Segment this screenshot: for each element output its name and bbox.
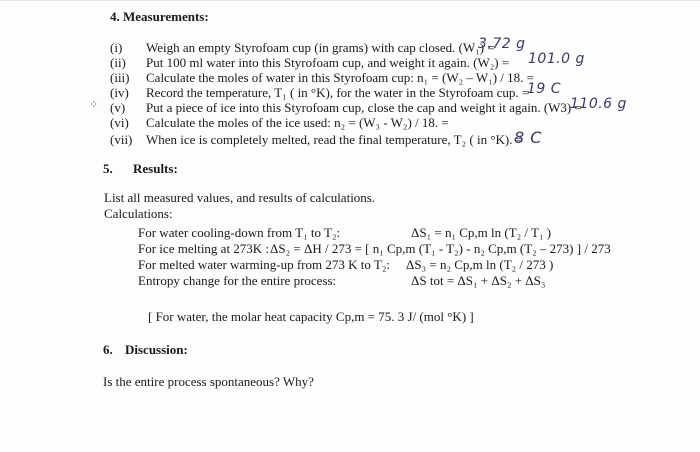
handwritten-answer: 110.6 g (570, 96, 627, 112)
section-number: 6. (103, 342, 113, 357)
results-intro: List all measured values, and results of calculations. (104, 190, 376, 205)
handwritten-answer: 3.72 g (478, 36, 526, 52)
calc-label: For water cooling-down from T₁ to T₂: (138, 225, 341, 240)
margin-mark: ⁘ (89, 98, 99, 111)
step-i (110, 40, 495, 55)
calc-label: For ice melting at 273K : (138, 241, 270, 256)
step-number: (vii) (110, 132, 133, 147)
step-vi (110, 115, 449, 130)
step-number: (v) (110, 100, 126, 115)
step-text: Put a piece of ice into this Styrofoam cup, close the cap and weight it again. (W3) = (146, 100, 582, 115)
step-text: Weigh an empty Styrofoam cup (in grams) with cap closed. (W₁) = (146, 40, 495, 55)
step-text: Calculate the moles of the ice used: n₂ = (W₃ - W₂) / 18. = (146, 115, 449, 130)
step-ii (110, 55, 509, 70)
step-text: Calculate the moles of water in this Styrofoam cup: n₁ = (W₂ – W₁) / 18. = (146, 70, 534, 85)
step-number: (i) (110, 40, 123, 55)
section-heading-results (103, 161, 178, 176)
section-heading-discussion (103, 342, 188, 357)
step-text: Record the temperature, T₁ ( in °K), for the water in the Styrofoam cup. = (146, 85, 530, 100)
calc-label: For melted water warming-up from 273 K to T₂: (138, 257, 390, 272)
step-number: (iv) (110, 85, 129, 100)
step-text: Put 100 ml water into this Styrofoam cup, and weight it again. (W₂) = (146, 55, 510, 70)
section-number: 5. (103, 161, 113, 176)
step-vii (110, 132, 523, 147)
calc-equation: ΔS₁ = n₁ Cp,m ln (T₂ / T₁ ) (411, 225, 552, 240)
heat-capacity-note: [ For water, the molar heat capacity Cp,m = 75. 3 J/ (mol °K) ] (148, 309, 474, 324)
step-iv (110, 85, 529, 100)
calc-equation: ΔS₂ = ΔH / 273 = [ n₁ Cp,m (T₁ - T₂) - n₂ Cp,m (T₂ – 273) ] / 273 (270, 241, 611, 256)
section-title: Discussion: (125, 342, 188, 357)
calc-equation: ΔS tot = ΔS₁ + ΔS₂ + ΔS₃ (411, 273, 546, 288)
handwritten-answer: 19 C (527, 81, 562, 97)
handwritten-answer: 101.0 g (528, 51, 585, 67)
step-number: (iii) (110, 70, 130, 85)
step-iii (110, 70, 534, 85)
step-v (110, 100, 582, 115)
step-number: (ii) (110, 55, 126, 70)
step-text: When ice is completely melted, read the final temperature, T₂ ( in °K). = (146, 132, 524, 147)
calc-label: Entropy change for the entire process: (138, 273, 337, 288)
calc-equation: ΔS₃ = n₂ Cp,m ln (T₂ / 273 ) (406, 257, 554, 272)
step-number: (vi) (110, 115, 129, 130)
results-calculations-label: Calculations: (104, 206, 173, 221)
handwritten-answer: 8 C (514, 128, 542, 147)
section-title: Results: (133, 161, 178, 176)
section-heading-measurements: 4. Measurements: (110, 9, 209, 24)
discussion-question: Is the entire process spontaneous? Why? (103, 374, 314, 389)
